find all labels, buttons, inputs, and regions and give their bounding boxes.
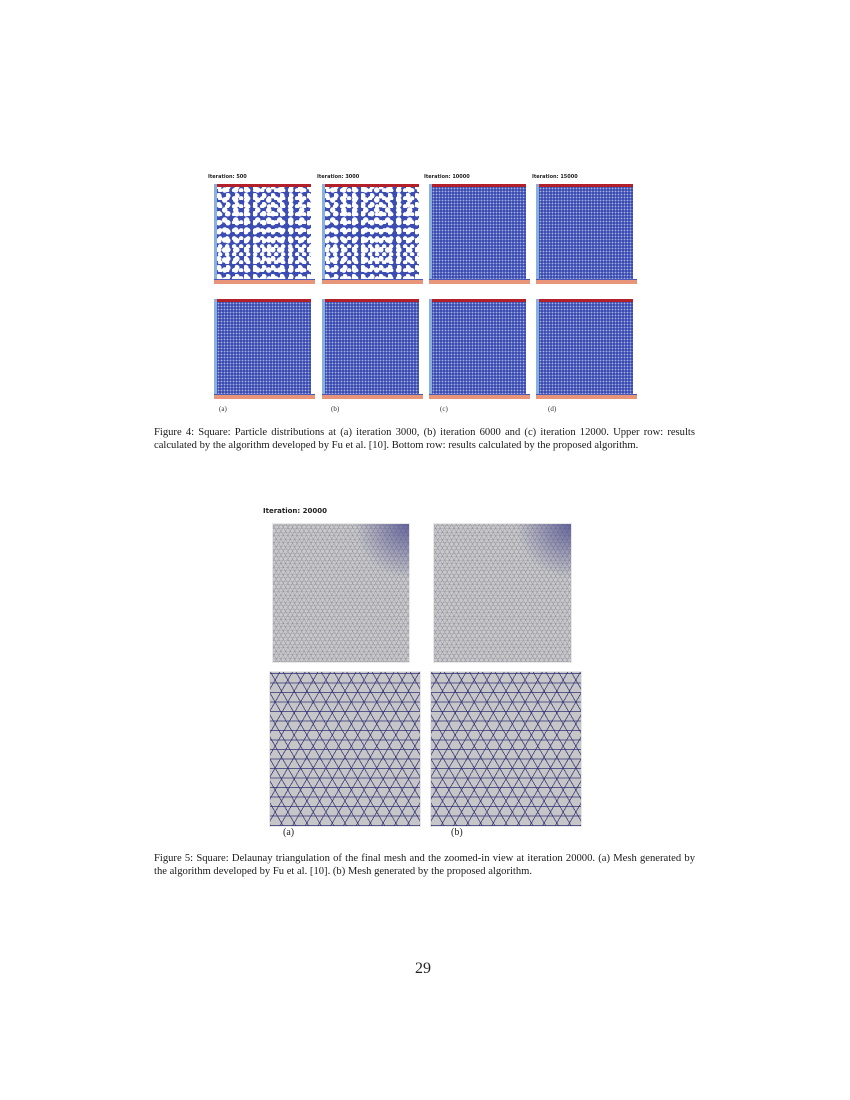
figure-4	[205, 172, 650, 417]
figure-4-caption: Figure 4: Square: Particle distributions at (a) iteration 3000, (b) iteration 6000 and (c) iteration 12000. Upper row: results calculated by the algorithm developed by Fu et al. [10]. Bottom row: results calculated by the proposed algorithm.	[154, 427, 695, 451]
fig4-sublabel-a: (a)	[219, 405, 227, 413]
fig4-panel-lower-b	[322, 299, 419, 395]
fig5-zoom-b	[430, 671, 582, 827]
fig4-top-label-4: Iteration: 15000	[532, 174, 578, 180]
fig5-sublabel-a: (a)	[283, 827, 295, 838]
fig5-mesh-a	[272, 523, 410, 663]
fig4-sublabel-d: (d)	[548, 405, 557, 413]
fig4-panel-upper-b	[322, 184, 419, 280]
fig4-top-label-1: Iteration: 500	[208, 174, 247, 180]
figure-5-caption: Figure 5: Square: Delaunay triangulation of the final mesh and the zoomed-in view at iteration 20000. (a) Mesh generated by the algorithm developed by Fu et al. [10]. (b) Mesh generated by the proposed algorithm.	[154, 853, 695, 877]
fig4-panel-upper-d	[536, 184, 633, 280]
fig5-zoom-a	[269, 671, 421, 827]
fig5-sublabel-b: (b)	[451, 827, 463, 838]
figure-5	[260, 505, 590, 840]
fig4-top-label-2: Iteration: 3000	[317, 174, 360, 180]
fig4-panel-upper-c	[429, 184, 526, 280]
fig4-top-label-3: Iteration: 10000	[424, 174, 470, 180]
fig4-panel-upper-a	[214, 184, 311, 280]
fig4-panel-lower-a	[214, 299, 311, 395]
fig5-mesh-b	[433, 523, 572, 663]
fig5-panel-title: Iteration: 20000	[263, 507, 328, 515]
fig4-panel-lower-d	[536, 299, 633, 395]
fig4-sublabel-c: (c)	[440, 405, 448, 413]
page-number: 29	[415, 960, 431, 977]
fig4-panel-lower-c	[429, 299, 526, 395]
fig4-sublabel-b: (b)	[331, 405, 340, 413]
